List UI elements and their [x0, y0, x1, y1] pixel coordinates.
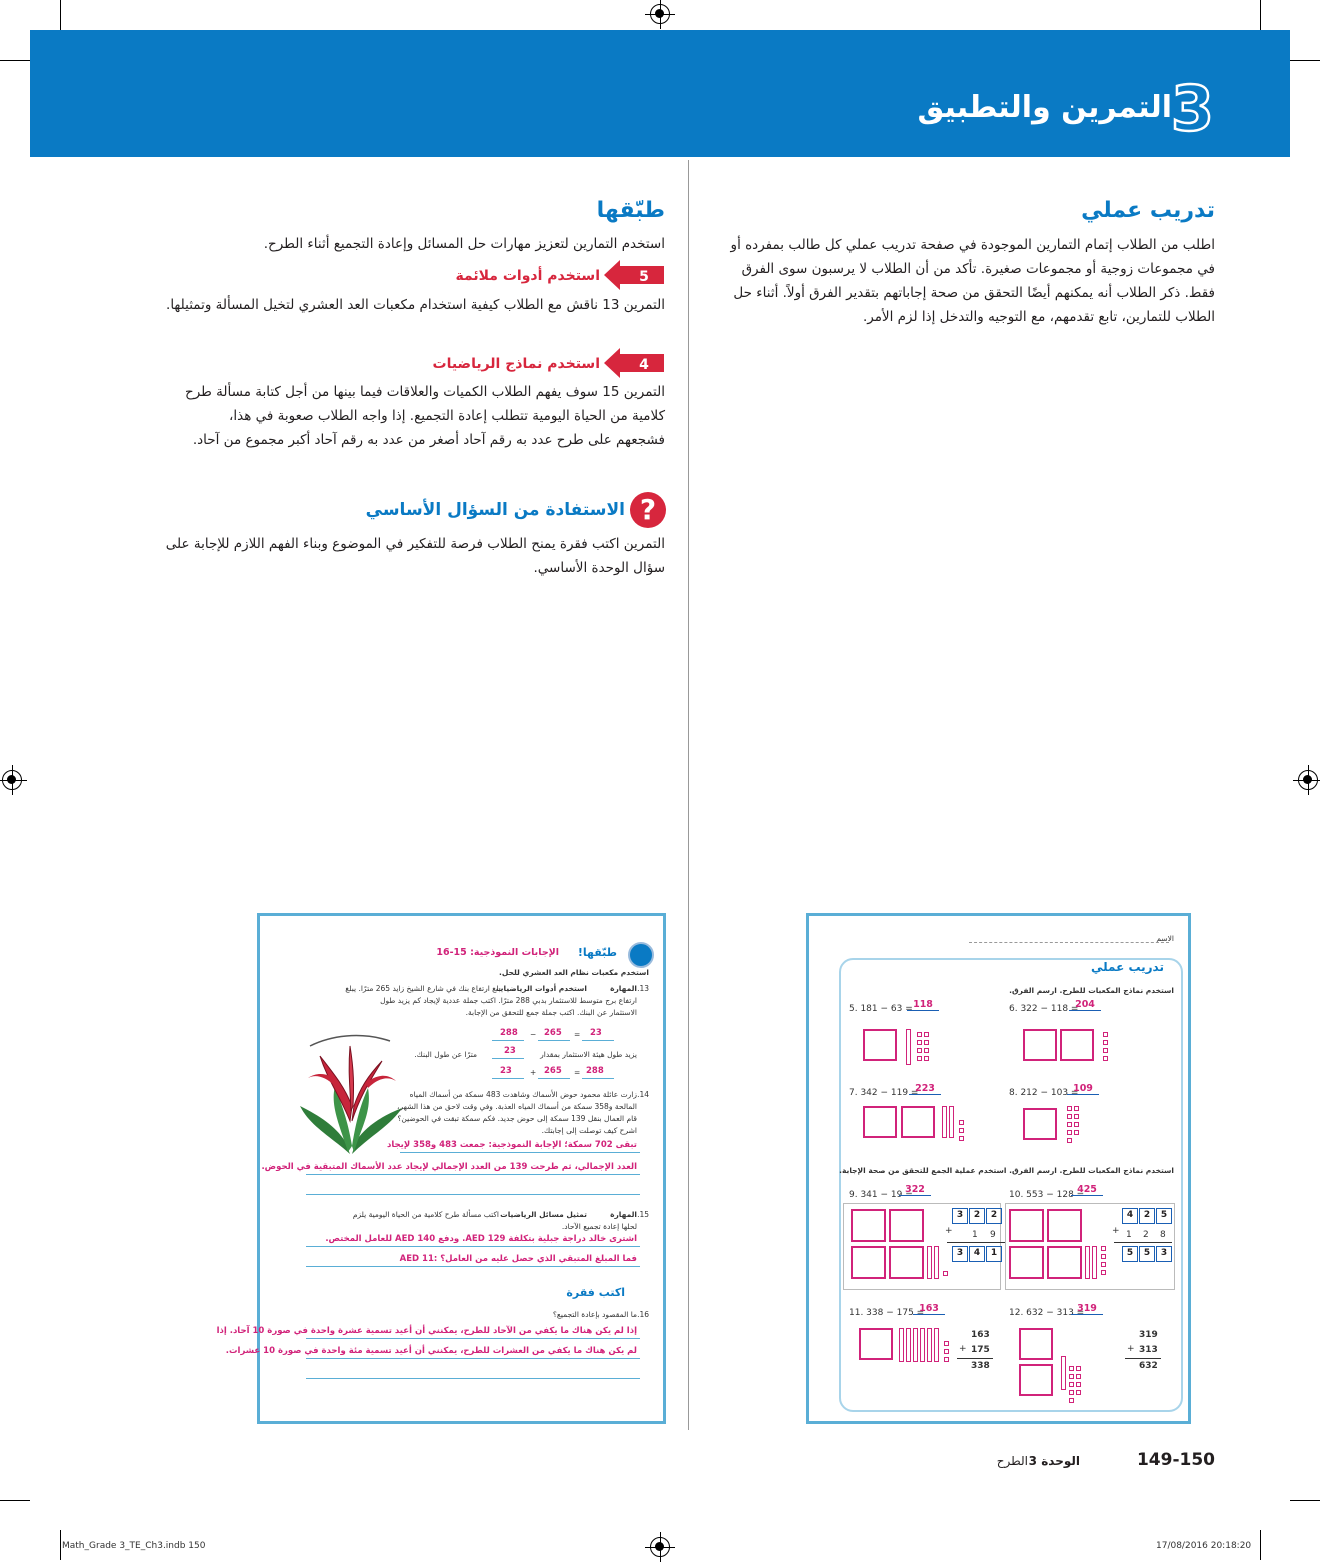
unit-cube: [924, 1048, 929, 1053]
check-sum: 338: [971, 1361, 990, 1371]
unit-cube: [1074, 1114, 1079, 1119]
unit-cube: [917, 1040, 922, 1045]
unit-cube: [1067, 1106, 1072, 1111]
tens-rod: [913, 1328, 918, 1362]
unit-cube: [1069, 1366, 1074, 1371]
problem-8: 8. 212 − 103 =: [1009, 1088, 1079, 1098]
paragraph-line: في مجموعات زوجية أو مجموعات صغيرة. تأكد من أن الطلاب لا يرسبون سوى الفرق: [741, 261, 1215, 277]
tens-rod: [899, 1328, 904, 1362]
apply-intro: استخدم التمارين لتعزيز مهارات حل المسائل وإعادة التجميع أثناء الطرح.: [263, 236, 665, 252]
unit-cube: [1067, 1114, 1072, 1119]
answer-line: [492, 1078, 524, 1079]
crop-mark: [1260, 0, 1261, 30]
answer-line: [306, 1266, 640, 1267]
digit-cell: 5: [1139, 1246, 1155, 1262]
digit-cell: 4: [969, 1246, 985, 1262]
paragraph-line: فشجعهم على طرح عدد به رقم آحاد أصغر من عدد به رقم آحاد أكبر مجموع من آحاد.: [192, 432, 665, 448]
problem-5: 5. 181 − 63 =: [849, 1004, 913, 1014]
digit-cell: 2: [986, 1208, 1002, 1224]
answer-8: 109: [1067, 1083, 1099, 1095]
unit-cube: [1067, 1122, 1072, 1127]
hundreds-block: [1009, 1246, 1044, 1279]
practice4-text: [145, 380, 665, 452]
page-title: التمرين والتطبيق: [917, 90, 1172, 125]
tens-rod: [906, 1328, 911, 1362]
digit-cell: 3: [952, 1208, 968, 1224]
unit-cube: [924, 1040, 929, 1045]
instruction: استخدم مكعبات نظام العد العشري للحل.: [499, 968, 649, 977]
arrow-badge-4: [604, 346, 666, 380]
unit-cube: [1067, 1138, 1072, 1143]
problem-text: المالحة و358 سمكة من أسماك المياه العذبة. وفي وقت لاحق من هذا الشهر،: [397, 1102, 637, 1111]
practice5-title: استخدم أدوات ملائمة: [455, 268, 600, 284]
unit-label: الوحدة 3: [1028, 1454, 1080, 1468]
question-mark-icon: ?: [630, 492, 666, 528]
answer-line: [400, 1152, 640, 1153]
problem-11: 11. 338 − 175 =: [849, 1308, 925, 1318]
badge-number: 4: [639, 357, 649, 373]
plus-sign: +: [959, 1344, 967, 1354]
answer-14-line1: تبقى 702 سمكة؛ الإجابة النموذجية: جمعت 483 و358 لإيجاد: [386, 1140, 637, 1150]
crop-mark: [1290, 1500, 1320, 1501]
digit-cell: 5: [1122, 1246, 1138, 1262]
tens-rod: [1085, 1246, 1090, 1279]
globe-icon: [628, 942, 654, 968]
answer-15-line2: فما المبلغ المتبقي الذي حصل عليه من العامل؟ :AED 11: [399, 1254, 637, 1264]
crop-mark: [0, 1500, 30, 1501]
answer-12: 319: [1071, 1303, 1103, 1315]
paragraph-line: التمرين 15 سوف يفهم الطلاب الكميات والعلاقات فيما بينها من أجل كتابة مسألة طرح: [184, 384, 665, 400]
tens-rod: [1092, 1246, 1097, 1279]
digit-cell: 3: [952, 1246, 968, 1262]
digit: 1: [1126, 1230, 1132, 1240]
tens-rod: [1061, 1356, 1066, 1390]
practice-heading: تدريب عملي: [1081, 198, 1215, 223]
practice4-title: استخدم نماذج الرياضيات: [432, 356, 600, 372]
skill-badge: المهارة: [610, 984, 637, 993]
hundreds-block: [851, 1246, 886, 1279]
hundreds-block: [1023, 1108, 1057, 1140]
sample-answers-label: الإجابات النموذجية: 15-16: [436, 947, 559, 958]
answer-5: 118: [907, 999, 939, 1011]
write-heading: اكتب فقرة: [566, 1286, 625, 1299]
problem-text: مترًا عن طول البنك.: [414, 1050, 477, 1059]
problem-7: 7. 342 − 119 =: [849, 1088, 919, 1098]
tens-rod: [934, 1328, 939, 1362]
hundreds-block: [1019, 1364, 1053, 1396]
hundreds-block: [1047, 1246, 1082, 1279]
unit-cube: [1076, 1382, 1081, 1387]
problem-text: اكتب مسألة طرح كلامية من الحياة اليومية يلزم: [352, 1210, 499, 1219]
answer-line: [538, 1078, 570, 1079]
problem-text: يزيد طول هيئة الاستثمار بمقدار: [540, 1050, 637, 1059]
print-date-label: 17/08/2016 20:18:20: [1156, 1541, 1252, 1551]
instruction-2: استخدم نماذج المكعبات للطرح. ارسم الفرق. استخدم عملية الجمع للتحقق من صحة الإجابة.: [839, 1166, 1174, 1175]
eq1-b: 265: [544, 1028, 562, 1038]
check-addend-2: 313: [1139, 1345, 1158, 1355]
eq2-eq: =: [574, 1068, 581, 1077]
digit-cell: 2: [1139, 1208, 1155, 1224]
paragraph-line: التمرين اكتب فقرة يمنح الطلاب فرصة للتفكير في الموضوع وبناء الفهم اللازم للإجابة على: [165, 536, 665, 552]
plus-sign: +: [1112, 1226, 1120, 1236]
registration-mark: [650, 4, 670, 24]
hundreds-block: [1009, 1209, 1044, 1242]
unit-cube: [1101, 1254, 1106, 1259]
answer-line: [582, 1078, 614, 1079]
essential-question-title: الاستفادة من السؤال الأساسي: [365, 500, 625, 520]
sum-line: [957, 1358, 993, 1359]
problem-12: 12. 632 − 313 =: [1009, 1308, 1085, 1318]
print-file-label: Math_Grade 3_TE_Ch3.indb 150: [62, 1541, 206, 1551]
hundreds-block: [889, 1209, 924, 1242]
problem-text: اشرح كيف توصلت إلى إجابتك.: [541, 1126, 637, 1135]
worksheet-title: طبّقها!: [577, 946, 617, 959]
problem-number: 14.: [637, 1090, 649, 1099]
crop-mark: [60, 0, 61, 30]
crop-mark: [1260, 1530, 1261, 1560]
problem-text: الاستثمار عن البنك. اكتب جملة جمع للتحقق من الإجابة.: [465, 1008, 637, 1017]
unit-cube: [959, 1120, 964, 1125]
unit-cube: [1076, 1374, 1081, 1379]
answer-9: 322: [899, 1184, 931, 1196]
answer-line: [582, 1040, 614, 1041]
eq1-op: −: [530, 1030, 537, 1039]
paragraph-line: الطلاب للتمارين، تابع تقدمهم، مع التوجيه والتدخل إذا لزم الأمر.: [862, 309, 1215, 325]
answer-16-line2: لم يكن هناك ما يكفي من العشرات للطرح، يمكنني أن أعيد تسمية مئة واحدة في صورة 10 عشرات.: [225, 1346, 637, 1356]
answer-line: [306, 1378, 640, 1379]
unit-cube: [1076, 1366, 1081, 1371]
skill-name: استخدم أدوات الرياضيات: [496, 984, 587, 993]
answer-7: 223: [909, 1083, 941, 1095]
unit-cube: [1069, 1390, 1074, 1395]
arrow-badge-5: [604, 258, 666, 292]
answer-line: [538, 1040, 570, 1041]
unit-topic: الطرح: [996, 1454, 1028, 1468]
answer-6: 204: [1069, 999, 1101, 1011]
unit-cube: [1076, 1390, 1081, 1395]
worksheet-apply-image: [216, 913, 666, 1424]
skill-badge: المهارة: [610, 1210, 637, 1219]
answer-10: 425: [1071, 1184, 1103, 1196]
check-addend-2: 175: [971, 1345, 990, 1355]
problem-number: 15.: [637, 1210, 649, 1219]
badge-number: 5: [639, 269, 649, 285]
answer-line: [306, 1246, 640, 1247]
unit-cube: [959, 1128, 964, 1133]
digit: 2: [1143, 1230, 1149, 1240]
practice-paragraph: [715, 233, 1215, 329]
worksheet-practice-image: [806, 913, 1191, 1424]
eq2-b: 265: [544, 1066, 562, 1076]
answer-line: [306, 1338, 640, 1339]
answer-line: [306, 1174, 640, 1175]
tens-rod: [927, 1328, 932, 1362]
registration-mark: [2, 770, 22, 790]
hundreds-block: [851, 1209, 886, 1242]
paragraph-line: كلامية من الحياة اليومية تتطلب إعادة التجميع. إذا واجه الطلاب صعوبة في هذا،: [229, 408, 665, 424]
eq2-c: 288: [586, 1066, 604, 1076]
unit-cube: [1069, 1382, 1074, 1387]
hundreds-block: [901, 1106, 935, 1138]
digit-cell: 2: [969, 1208, 985, 1224]
tens-rod: [927, 1246, 932, 1279]
column-divider: [688, 160, 689, 1430]
unit-cube: [944, 1341, 949, 1346]
apply-heading: طبّقها: [596, 198, 665, 223]
crop-mark: [60, 1530, 61, 1560]
tens-rod: [934, 1246, 939, 1279]
answer-11: 163: [913, 1303, 945, 1315]
unit-cube: [924, 1032, 929, 1037]
page-numbers: 149-150: [1136, 1450, 1215, 1470]
essential-question-text: [145, 532, 665, 580]
coral-illustration: [290, 1026, 410, 1156]
unit-cube: [1101, 1262, 1106, 1267]
sum-line: [947, 1242, 1005, 1243]
unit-cube: [1101, 1246, 1106, 1251]
chapter-header-banner: [30, 30, 1290, 157]
digit: 8: [1160, 1230, 1166, 1240]
registration-mark: [650, 1537, 670, 1557]
hundreds-block: [1019, 1328, 1053, 1360]
eq1-eq: =: [574, 1030, 581, 1039]
crop-mark: [1290, 60, 1320, 61]
unit-cube: [917, 1048, 922, 1053]
unit-cube: [1069, 1398, 1074, 1403]
eq1-a: 288: [500, 1028, 518, 1038]
hundreds-block: [1047, 1209, 1082, 1242]
eq1-c: 23: [590, 1028, 602, 1038]
digit-cell: 1: [986, 1246, 1002, 1262]
practice5-text: التمرين 13 ناقش مع الطلاب كيفية استخدام مكعبات العد العشري لتخيل المسألة وتمثيلها.: [166, 297, 665, 313]
hundreds-block: [1023, 1029, 1057, 1061]
digit: 9: [990, 1230, 996, 1240]
instruction-1: استخدم نماذج المكعبات للطرح. ارسم الفرق.: [1009, 986, 1174, 995]
worksheet-subtitle: [436, 947, 559, 958]
unit-cube: [917, 1056, 922, 1061]
problem-text: ما المقصود بإعادة التجميع؟: [552, 1310, 637, 1319]
unit-cube: [943, 1271, 948, 1276]
unit-cube: [1069, 1374, 1074, 1379]
name-line: [969, 942, 1169, 943]
problem-text: لحلها إعادة تجميع الآحاد.: [561, 1222, 637, 1231]
digit: 1: [972, 1230, 978, 1240]
unit-cube: [944, 1349, 949, 1354]
sum-line: [1114, 1242, 1172, 1243]
problem-text: قام العمال بنقل 139 سمكة إلى حوض جديد. فكم سمكة تبقت في الحوضين؟: [397, 1114, 637, 1123]
hundreds-block: [1060, 1029, 1094, 1061]
check-addend-1: 163: [971, 1330, 990, 1340]
chapter-number: 3: [1170, 72, 1214, 145]
digit-cell: 4: [1122, 1208, 1138, 1224]
answer-16-line1: إذا لم يكن هناك ما يكفي من الآحاد للطرح، يمكنني أن أعيد تسمية عشرة واحدة في صورة 10 آحاد. إذا: [216, 1326, 637, 1336]
hundreds-block: [863, 1029, 897, 1061]
digit-cell: 5: [1156, 1208, 1172, 1224]
unit-cube: [1103, 1056, 1108, 1061]
answer-line: [306, 1194, 640, 1195]
problem-9: 9. 341 − 19 =: [849, 1190, 913, 1200]
more-answer: 23: [504, 1046, 516, 1056]
unit-cube: [924, 1056, 929, 1061]
unit-cube: [944, 1357, 949, 1362]
hundreds-block: [859, 1328, 893, 1360]
tens-rod: [920, 1328, 925, 1362]
tens-rod: [942, 1106, 947, 1138]
paragraph-line: اطلب من الطلاب إتمام التمارين الموجودة في صفحة تدريب عملي كل طالب بمفرده أو: [730, 237, 1215, 253]
unit-cube: [1103, 1032, 1108, 1037]
unit-cube: [1101, 1270, 1106, 1275]
problem-number: 13.: [637, 984, 649, 993]
problem-text: ارتفاع برج متوسط للاستثمار بدبي 288 مترًا. اكتب جملة عددية لإيجاد كم يزيد طول: [380, 996, 637, 1005]
unit-cube: [959, 1136, 964, 1141]
skill-name: تمثيل مسائل الرياضيات: [500, 1210, 587, 1219]
unit-cube: [1074, 1130, 1079, 1135]
unit-cube: [1103, 1048, 1108, 1053]
eq2-op: +: [530, 1068, 537, 1077]
problem-10: 10. 553 − 128 =: [1009, 1190, 1085, 1200]
hundreds-block: [889, 1246, 924, 1279]
problem-text: زارت عائلة محمود حوض الأسماك وشاهدت 483 سمكة من أسماك المياه: [409, 1090, 637, 1099]
registration-mark: [1298, 770, 1318, 790]
tens-rod: [949, 1106, 954, 1138]
sum-line: [1125, 1358, 1161, 1359]
check-sum: 632: [1139, 1361, 1158, 1371]
answer-line: [492, 1040, 524, 1041]
plus-sign: +: [1127, 1344, 1135, 1354]
unit-cube: [917, 1032, 922, 1037]
crop-mark: [0, 60, 30, 61]
check-addend-1: 319: [1139, 1330, 1158, 1340]
answer-15-line1: اشترى خالد دراجة جبلية بتكلفة AED 129. ودفع AED 140 للعامل المختص.: [325, 1234, 637, 1244]
plus-sign: +: [945, 1226, 953, 1236]
unit-cube: [1074, 1106, 1079, 1111]
paragraph-line: سؤال الوحدة الأساسي.: [533, 560, 665, 576]
hundreds-block: [863, 1106, 897, 1138]
unit-cube: [1067, 1130, 1072, 1135]
worksheet-title: تدريب عملي: [1090, 960, 1164, 974]
problem-text: يبلغ ارتفاع بنك في شارع الشيخ زايد 265 مترًا. يبلغ: [345, 984, 503, 993]
digit-cell: 3: [1156, 1246, 1172, 1262]
eq2-a: 23: [500, 1066, 512, 1076]
problem-number: 16.: [637, 1310, 649, 1319]
name-label: الاسم: [1156, 934, 1174, 943]
answer-line: [492, 1058, 524, 1059]
unit-cube: [1103, 1040, 1108, 1045]
problem-6: 6. 322 − 118 =: [1009, 1004, 1079, 1014]
unit-cube: [1074, 1122, 1079, 1127]
answer-line: [306, 1358, 640, 1359]
paragraph-line: فقط. ذكر الطلاب أنه يمكنهم أيضًا التحقق من صحة إجاباتهم بتقدير الفرق أولاً. أثناء حل: [733, 285, 1215, 301]
tens-rod: [906, 1029, 911, 1065]
answer-14-line2: العدد الإجمالي، ثم طرحت 139 من العدد الإجمالي لإيجاد عدد الأسماك المتبقية في الحوض.: [261, 1162, 637, 1172]
